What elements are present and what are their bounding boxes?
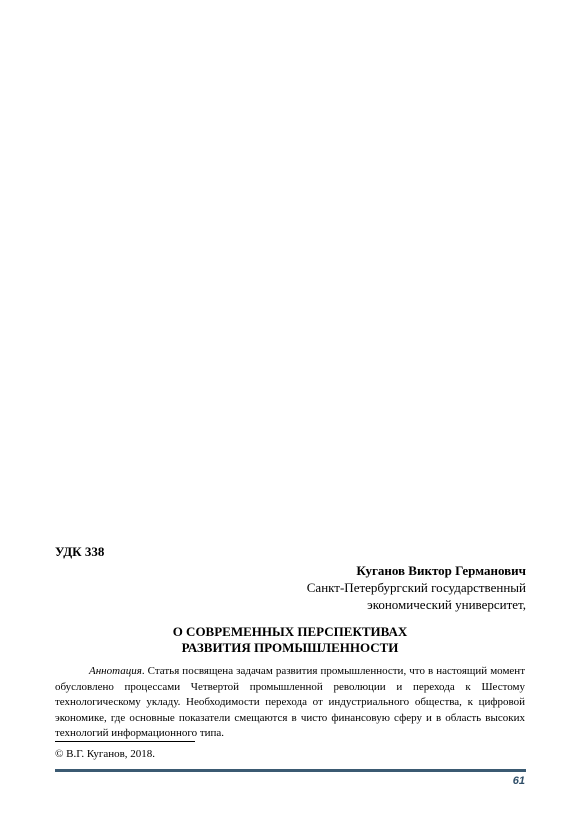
page-footer-rule [55,769,526,772]
footnote-divider [55,741,195,742]
author-block [307,562,526,613]
udk-code: УДК 338 [55,544,105,559]
abstract-text: . Статья посвящена задачам развития промышленности, что в настоящий момент обусловлено процессами Четвертой промышленной революции и перехода к Шестому технологическому укладу. Необходимости перехода от индустриального общества, к цифровой экономике, где основные показатели смещаются в чисто финансовую сферу и в область высоких технологий информационного типа. [55,665,525,739]
author-affiliation-line1: Санкт-Петербургский государственный [306,580,526,595]
page-number: 61 [512,775,525,787]
author-affiliation-line2: экономический университет, [367,597,526,612]
abstract [55,664,525,742]
article-title-line2: РАЗВИТИЯ ПРОМЫШЛЕННОСТИ [181,640,399,655]
article-title-line1: О СОВРЕМЕННЫХ ПЕРСПЕКТИВАХ [172,624,408,639]
article-title [0,624,580,656]
author-name: Куганов Виктор Германович [356,563,526,578]
abstract-label: Аннотация [89,665,142,677]
copyright-footnote: © В.Г. Куганов, 2018. [55,748,156,760]
abstract-paragraph [55,664,525,742]
